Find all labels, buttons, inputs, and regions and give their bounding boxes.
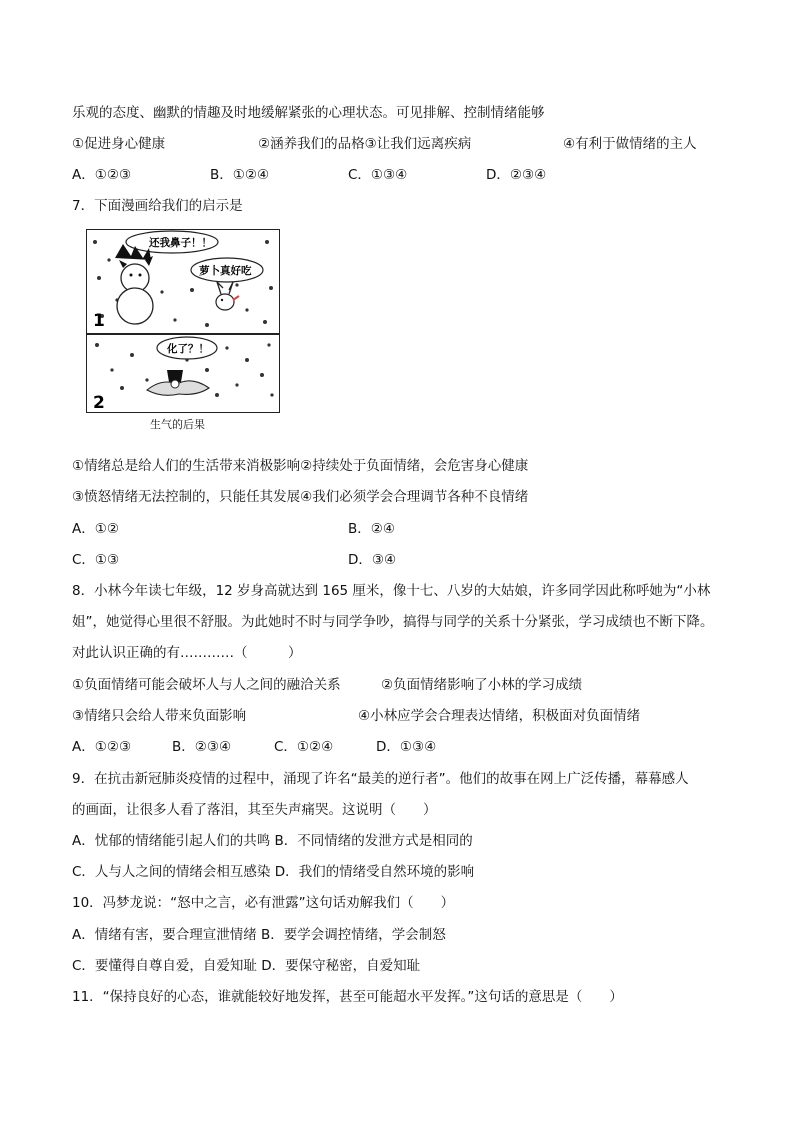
rabbit-icon xyxy=(216,282,239,310)
q8-statement-3: ③情绪只会给人带来负面影响 xyxy=(72,708,247,724)
melted-snowman-icon xyxy=(147,370,209,395)
q7-statement-3-4: ③愤怒情绪无法控制的，只能任其发展④我们必须学会合理调节各种不良情绪 xyxy=(72,489,529,505)
q7-option-d: D．③④ xyxy=(348,552,397,568)
q6-option-b: B．①②④ xyxy=(210,167,270,183)
q8-statement-4: ④小林应学会合理表达情绪，积极面对负面情绪 xyxy=(358,708,641,724)
q6-option-d: D．②③④ xyxy=(486,167,547,183)
q8-option-d: D．①③④ xyxy=(376,739,437,755)
q7-option-a: A．①② xyxy=(72,521,119,537)
q8-stem-line-3: 对此认识正确的有…………（ ） xyxy=(72,645,302,661)
panel-divider xyxy=(87,333,279,335)
q10-stem: 10．冯梦龙说：“怒中之言，必有泄露”这句话劝解我们（ ） xyxy=(72,895,455,911)
q9-options-ab: A．忧郁的情绪能引起人们的共鸣 B．不同情绪的发泄方式是相同的 xyxy=(72,833,473,849)
q6-option-c: C．①③④ xyxy=(348,167,408,183)
snowman-icon xyxy=(115,244,153,324)
comic-drawing xyxy=(87,230,279,412)
q10-options-cd: C．要懂得自尊自爱，自爱知耻 D．要保守秘密，自爱知耻 xyxy=(72,958,421,974)
bubble-2-text: 萝卜真好吃 xyxy=(199,265,252,277)
q11-stem: 11．“保持良好的心态，谁就能较好地发挥，甚至可能超水平发挥。”这句话的意思是（ ） xyxy=(72,989,623,1005)
q6-option-a: A．①②③ xyxy=(72,167,132,183)
bubble-1-text: 还我鼻子！！ xyxy=(149,237,212,249)
q8-statement-2: ②负面情绪影响了小林的学习成绩 xyxy=(381,677,583,693)
panel-2-number: 2 xyxy=(93,393,105,412)
q9-stem-line-1: 9．在抗击新冠肺炎疫情的过程中，涌现了许名“最美的逆行者”。他们的故事在网上广泛传播，幕幕感人 xyxy=(72,771,689,787)
q6-stem-continuation: 乐观的态度、幽默的情趣及时地缓解紧张的心理状态。可见排解、控制情绪能够 xyxy=(72,105,545,121)
q7-stem: 7．下面漫画给我们的启示是 xyxy=(72,198,243,214)
q7-statement-1-2: ①情绪总是给人们的生活带来消极影响②持续处于负面情绪，会危害身心健康 xyxy=(72,458,529,474)
q9-stem-line-2: 的画面，让很多人看了落泪，其至失声痛哭。这说明（ ） xyxy=(72,802,437,818)
q6-statement-1: ①促进身心健康 xyxy=(72,136,166,152)
q7-option-b: B．②④ xyxy=(348,521,395,537)
q6-statement-4: ④有利于做情绪的主人 xyxy=(563,136,697,152)
q8-option-b: B．②③④ xyxy=(172,739,232,755)
q6-statement-2-3: ②涵养我们的品格③让我们远离疾病 xyxy=(258,136,472,152)
q8-statement-1: ①负面情绪可能会破坏人与人之间的融洽关系 xyxy=(72,677,341,693)
q7-option-c: C．①③ xyxy=(72,552,120,568)
q8-stem-line-2: 姐”，她觉得心里很不舒服。为此她时不时与同学争吵，搞得与同学的关系十分紧张，学习成绩也不断下降。 xyxy=(72,614,714,630)
q10-options-ab: A．情绪有害，要合理宣泄情绪 B．要学会调控情绪，学会制怒 xyxy=(72,927,446,943)
q8-option-a: A．①②③ xyxy=(72,739,132,755)
panel-1-number: 1 xyxy=(93,311,105,331)
bubble-3-text: 化了？！ xyxy=(167,343,209,355)
q9-options-cd: C．人与人之间的情绪会相互感染 D．我们的情绪受自然环境的影响 xyxy=(72,864,475,880)
comic-illustration xyxy=(86,229,280,413)
q8-option-c: C．①②④ xyxy=(274,739,334,755)
comic-caption: 生气的后果 xyxy=(150,418,205,431)
q8-stem-line-1: 8．小林今年读七年级，12 岁身高就达到 165 厘米，像十七、八岁的大姑娘，许多同学因此称呼她为“小林 xyxy=(72,583,711,599)
